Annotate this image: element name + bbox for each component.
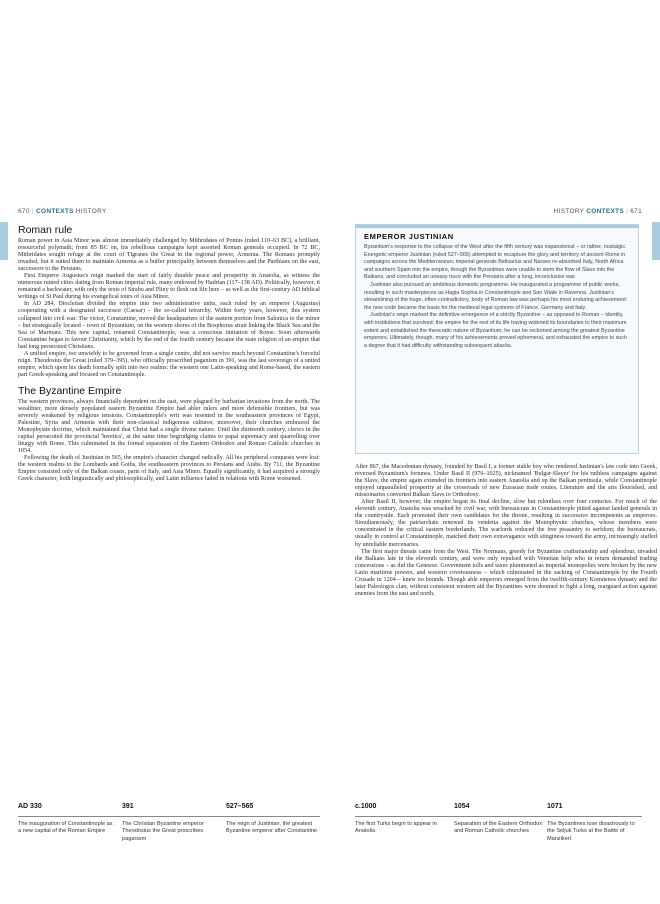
timeline-description: The Byzantines lose disastrously to the Seljuk Turks at the Battle of Manzikert bbox=[547, 821, 635, 842]
justinian-callout-box bbox=[355, 224, 639, 454]
timeline-description: The inauguration of Constantinople as a new capital of the Roman Empire bbox=[18, 821, 113, 835]
timeline-entry bbox=[355, 803, 450, 836]
roman-rule-paragraph: A unified empire, too unwieldy to be governed from a single centre, did not survive much beyond Constantine's forceful reign. Theodosius the Great (ruled 379–395), who officially proscribed paganism in 391, was the last sovereign of a united empire, which upon his death formally split into two realms: the western one Latin-speaking and Rome-based, the eastern part Greek-speaking and focused on Constantinople. bbox=[18, 350, 320, 378]
callout-paragraph: Justinian also pursued an ambitious domestic programme. He inaugurated a programme of public works, resulting in such masterpieces as Hagia Sophia in Constantinople and San Vitale in Ravenna. Justinian's streamlining of the huge, often contradictory, body of Roman law was perhaps his most enduring achievement: the new code became the basis for the medieval legal systems of France, Germany and Italy. bbox=[364, 281, 628, 311]
timeline-description: Separation of the Eastern Orthodox and Roman Catholic churches bbox=[454, 821, 543, 835]
timeline-description: The reign of Justinian, the greatest Byzantine emperor after Constantine bbox=[226, 821, 318, 835]
timeline-entry bbox=[18, 803, 113, 836]
callout-paragraph: Byzantium's response to the collapse of the West after the fifth century was expansionist – or rather, nostalgic. Energetic emperor Justinian (ruled 527–565) attempted to recapture the glory and territory of ancient Rome in campaigns across the Mediterranean; imperial generals Belisarius and Narses re-absorbed Italy, North Africa and southern Spain into the empire, though the Byzantines were unable to stem the flow of Slavs into the Balkans, and concluded an uneasy truce with the Persians after a long, inconclusive war. bbox=[364, 244, 627, 281]
right-page-tab bbox=[652, 222, 660, 260]
right-page-number: 671 bbox=[630, 208, 642, 215]
left-page-number: 670 bbox=[18, 208, 30, 215]
timeline-date: c.1000 bbox=[355, 803, 377, 810]
left-page-tab bbox=[0, 222, 8, 260]
timeline-entry bbox=[226, 803, 321, 836]
timeline-date: 1071 bbox=[547, 803, 563, 810]
right-section-label: CONTEXTS bbox=[586, 208, 625, 215]
byzantine-paragraph: The western provinces, always financially dependent on the east, were plagued by barbarian invasions from the north. The wealthier, more densely populated eastern Byzantine Empire had abler rulers and more defensible frontiers, but was severely weakened by religious tensions. Constantinople's writ was resented in the southeastern provinces of Egypt, Palestine, Syria and Armenia with their non-classical indigenous cultures; moreover, their churches embraced the Monophysite doctrine, which maintained that Christ had a single divine nature. Until the thirteenth century, clerics in the capital persecuted the provincial 'heretics', at the same time begrudging claims to papal supremacy and quarrelling over liturgy with Rome. This culminated in the formal separation of the Eastern Orthodox and Roman Catholic churches in 1054. bbox=[18, 398, 320, 455]
left-topic-label: HISTORY bbox=[75, 208, 107, 215]
left-section-label: CONTEXTS bbox=[35, 208, 74, 215]
right-column bbox=[355, 464, 657, 598]
timeline-date: 527–565 bbox=[226, 803, 254, 810]
roman-rule-paragraph: Roman power in Asia Minor was almost immediately challenged by Mithridates of Pontus (ruled 110–63 BC), a brilliant, resourceful polymath; from 85 BC on, his rebellious campaigns kept assorted Roman generals occupied. In 72 BC, Mithridates sought refuge at the court of Tigranes the Great in the regional power, Armenia. The Romans promptly invaded, but it suited them to maintain Armenia as a buffer principality between themselves and the Parthians on the east, successors to the Persians. bbox=[18, 238, 320, 273]
timeline-date: 1054 bbox=[454, 803, 470, 810]
roman-rule-paragraph: First Emperor Augustus's reign marked the start of fairly durable peace and prosperity in Anatolia, as witness the numerous ruined cities dating from Roman imperial rule, many endowed by Hadrian (117–138 AD). Politically, however, it remained a backwater, with only the texts of Strabo and Pliny to flesh out life here – as well as the first-century AD biblical writings of St Paul during his evangelical tours of Asia Minor. bbox=[18, 273, 320, 301]
timeline-entry bbox=[547, 803, 642, 843]
timeline-entry bbox=[122, 803, 217, 843]
right-paragraph: The first major threats came from the West. The Normans, greedy for Byzantine craftsmanship and splendour, invaded the Balkans late in the eleventh century, and were only repulsed with Venetian help who in return demanded trading concessions – as did the Genoese. Government tolls and taxes plummeted as imperial monopolies were broken by the new Latin maritime powers, and western covetousness – which culminated in the sacking of Constantinople by the Fourth Crusade in 1204 – knew no bounds. Though able emperors emerged from the twelfth-century Komnenos dynasty and the later Paleologos clan, without consistent western aid the Byzantines were doomed to fight a long, rearguard action against enemies from the east and north. bbox=[355, 548, 657, 597]
right-topic-label: HISTORY bbox=[553, 208, 585, 215]
timeline-description: The first Turks begin to appear in Anatolia bbox=[355, 821, 437, 835]
right-paragraph: After 867, the Macedonian dynasty, founded by Basil I, a former stable boy who rendered Justinian's law code into Greek, reversed Byzantium's fortunes. Under Basil II (976–1025), nicknamed 'Bulgar-Slayer' for his ruthless campaigns against the Slavs, the empire again extended its frontiers into eastern Anatolia and up the Balkan peninsula, while Constantinople enjoyed unparalleled prosperity at the crossroads of new Eurasian trade routes. Literature and the arts flourished, and missionaries converted Balkan Slavs to Orthodoxy. bbox=[355, 464, 657, 499]
callout-title: EMPEROR JUSTINIAN bbox=[364, 232, 454, 241]
timeline-description: The Christian Byzantine emperor Theodosius the Great proscribes paganism bbox=[122, 821, 204, 842]
roman-rule-heading: Roman rule bbox=[18, 224, 73, 236]
right-running-head: HISTORY CONTEXTS | 671 bbox=[553, 208, 642, 215]
byzantine-paragraph: Following the death of Justinian in 565, the empire's character changed radically. All his peripheral conquests were lost: the western realms to the Lombards and Goths, the southeastern provinces to Persians and Arabs. By 711, the Byzantine Empire consisted only of the Balkan coasts, parts of Italy, and Asia Minor. Equally significantly, it had acquired a strongly Greek character, both linguistically and philosophically, and Latin influence faded in relations with Rome worsened. bbox=[18, 455, 320, 483]
roman-rule-paragraph: In AD 284, Diocletian divided the empire into two administrative units, each ruled by an emperor (Augustus) cooperating with a designated successor (Caesar) – the so-called tetrarchy. Within forty years, however, this system collapsed into civil war. The victor, Constantine, moved the headquarters of the eastern portion from Salonica to the minor – but strategically located – town of Byzantium, on the western shores of the Bosphorus strait linking the Black Sea and the Sea of Marmara. This new capital, renamed Constantinople, was a conscious imitation of Rome. Soon afterwards Constantine began to favour Christianity, which by the end of the fourth century became the state religion of an empire that had long persecuted Christians. bbox=[18, 301, 320, 350]
left-running-head: 670 | CONTEXTS HISTORY bbox=[18, 208, 107, 215]
timeline-date: 391 bbox=[122, 803, 134, 810]
callout-accent-bar bbox=[356, 225, 638, 228]
timeline-date: AD 330 bbox=[18, 803, 42, 810]
timeline-entry bbox=[454, 803, 549, 836]
byzantine-empire-heading: The Byzantine Empire bbox=[18, 384, 122, 397]
callout-paragraph: Justinian's reign marked the definitive emergence of a strictly Byzantine – as opposed to Roman – identity, with institutions that survived: the empire for the rest of its life having widened its boundaries to their maximum extent and established the theocratic nature of Byzantium, he can be reckoned among the greatest Byzantine emperors. Ultimately, though, many of his achievements proved ephemeral, and exhausted the empire to such a degree that it had difficulty withstanding subsequent attacks. bbox=[364, 312, 627, 349]
left-column bbox=[18, 224, 320, 484]
right-paragraph: After Basil II, however, the empire began its final decline, slow but relentless over four centuries. For much of the eleventh century, Anatolia was wracked by civil war, with bureaucrats in Constantinople pitted against landed generals in the countryside. Each promoted their own candidates for the throne, resulting in successive incompetents as emperors. Simultaneously, the patriarchate renewed its vendetta against the Monophysite churches, whose members were concentrated in the critical eastern borderlands. The warlords reduced the free peasantry to serfdom; the bureaucrats, usually in control at Constantinople, matched their own extravagance with stinginess toward the army, increasingly staffed by unreliable mercenaries. bbox=[355, 499, 657, 548]
